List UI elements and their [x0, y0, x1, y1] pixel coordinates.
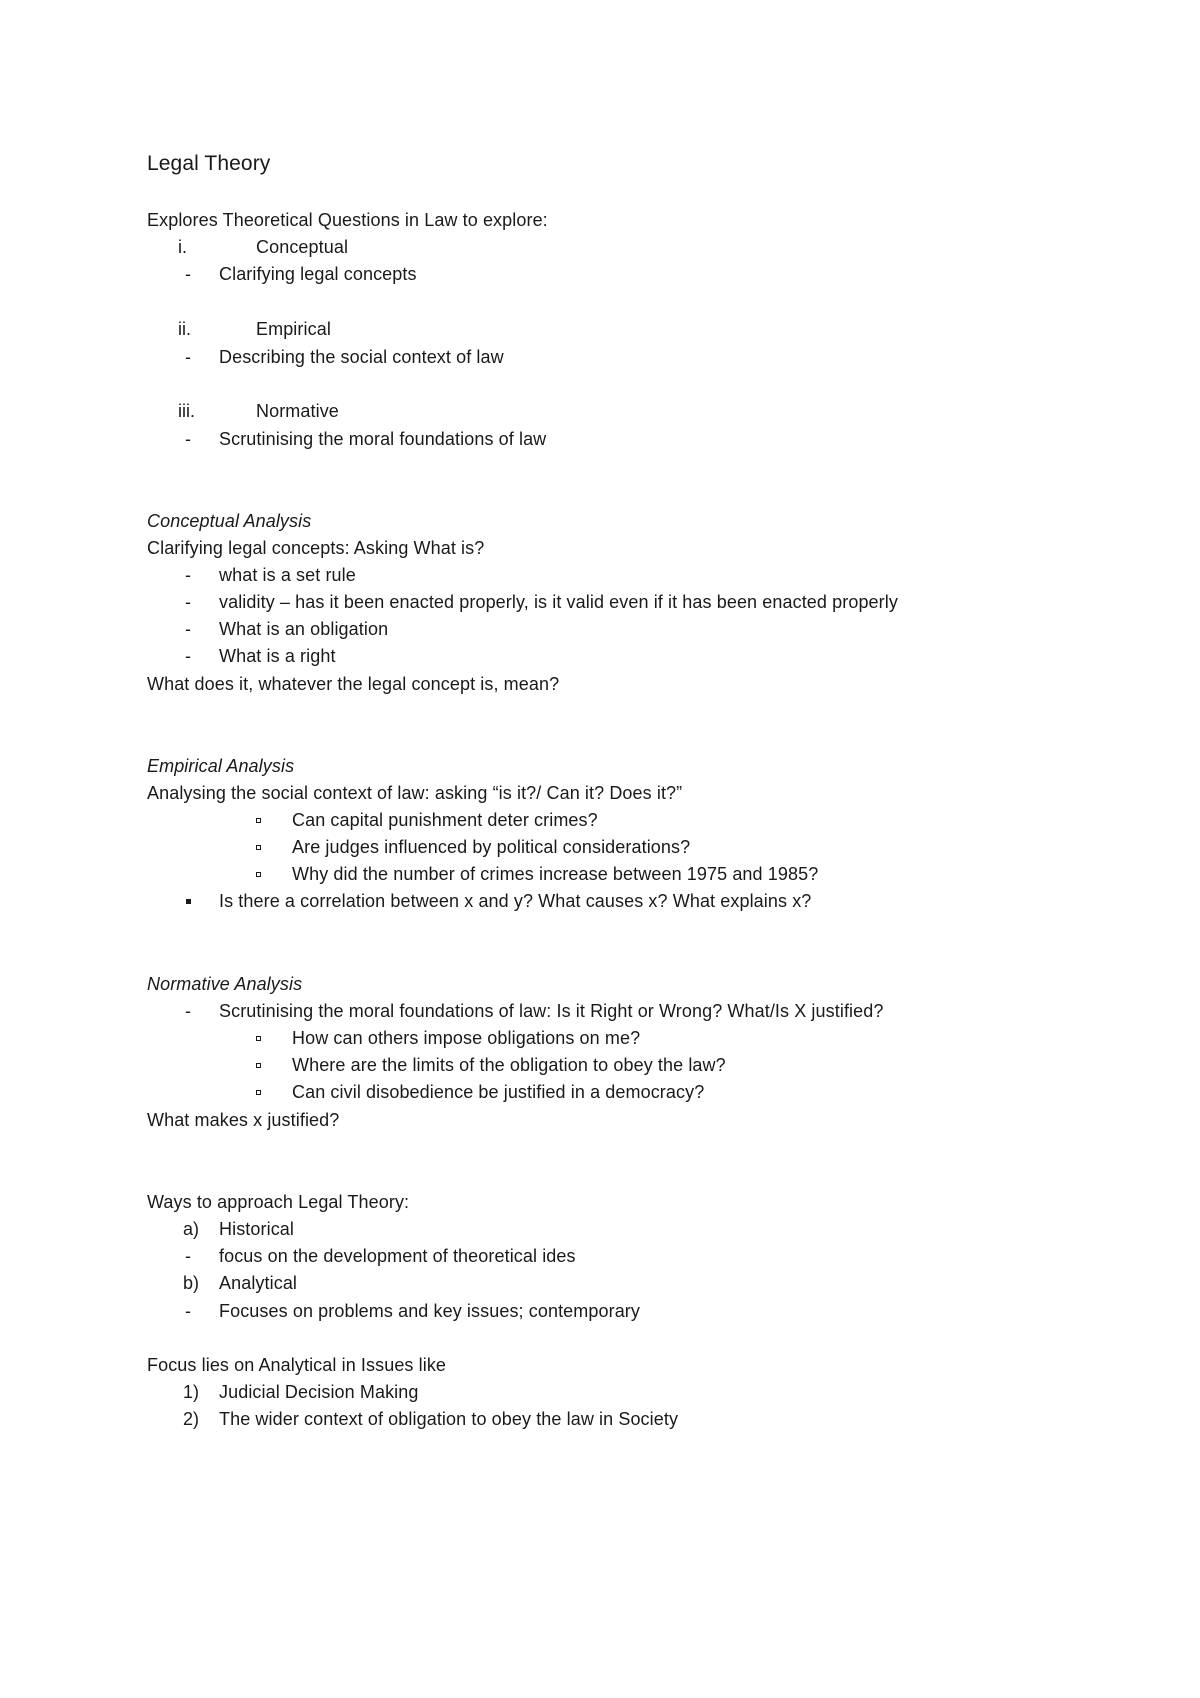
conceptual-item: validity – has it been enacted properly, is it valid even if it has been enacted properly: [219, 592, 898, 612]
approach-item-label: Analytical: [219, 1273, 298, 1293]
intro-heading: Explores Theoretical Questions in Law to explore:: [147, 210, 548, 230]
square-bullet-icon: [256, 1063, 261, 1068]
square-bullet-icon: [256, 845, 261, 850]
normative-sub-item: Where are the limits of the obligation to obey the law?: [292, 1055, 726, 1075]
intro-item-label: Normative: [256, 401, 339, 421]
empirical-sub-item: Can capital punishment deter crimes?: [292, 810, 598, 830]
empirical-heading: Empirical Analysis: [147, 756, 295, 776]
conceptual-item: what is a set rule: [219, 565, 356, 585]
conceptual-closing: What does it, whatever the legal concept is, mean?: [147, 674, 560, 694]
square-bullet-icon: [256, 1036, 261, 1041]
empirical-item: Is there a correlation between x and y? What causes x? What explains x?: [219, 891, 812, 911]
conceptual-item: What is a right: [219, 646, 336, 666]
conceptual-item: What is an obligation: [219, 619, 389, 639]
empirical-sub-item: Why did the number of crimes increase between 1975 and 1985?: [292, 864, 819, 884]
intro-item-label: Conceptual: [256, 237, 349, 257]
number-marker: 1): [183, 1382, 200, 1402]
alpha-marker: a): [183, 1219, 200, 1239]
dash-marker: -: [185, 347, 191, 367]
square-bullet-icon: [256, 818, 261, 823]
normative-closing: What makes x justified?: [147, 1110, 340, 1130]
intro-item-label: Empirical: [256, 319, 331, 339]
approach-heading: Ways to approach Legal Theory:: [147, 1192, 410, 1212]
dash-marker: -: [185, 619, 191, 639]
dash-marker: -: [185, 646, 191, 666]
focus-heading: Focus lies on Analytical in Issues like: [147, 1355, 447, 1375]
filled-bullet-icon: [186, 899, 191, 904]
normative-sub-item: How can others impose obligations on me?: [292, 1028, 641, 1048]
empirical-sub-item: Are judges influenced by political considerations?: [292, 837, 691, 857]
approach-item-desc: Focuses on problems and key issues; contemporary: [219, 1301, 640, 1321]
page-title: Legal Theory: [147, 152, 271, 175]
square-bullet-icon: [256, 1090, 261, 1095]
intro-item-desc: Scrutinising the moral foundations of law: [219, 429, 547, 449]
normative-heading: Normative Analysis: [147, 974, 303, 994]
dash-marker: -: [185, 1246, 191, 1266]
alpha-marker: b): [183, 1273, 200, 1293]
approach-item-desc: focus on the development of theoretical ides: [219, 1246, 576, 1266]
intro-item-desc: Clarifying legal concepts: [219, 264, 417, 284]
dash-marker: -: [185, 565, 191, 585]
roman-marker: i.: [178, 237, 187, 257]
intro-item-desc: Describing the social context of law: [219, 347, 504, 367]
focus-item: Judicial Decision Making: [219, 1382, 419, 1402]
dash-marker: -: [185, 429, 191, 449]
normative-item: Scrutinising the moral foundations of law: Is it Right or Wrong? What/Is X justified?: [219, 1001, 884, 1021]
focus-item: The wider context of obligation to obey the law in Society: [219, 1409, 679, 1429]
number-marker: 2): [183, 1409, 200, 1429]
approach-item-label: Historical: [219, 1219, 295, 1239]
dash-marker: -: [185, 1001, 191, 1021]
dash-marker: -: [185, 592, 191, 612]
dash-marker: -: [185, 264, 191, 284]
roman-marker: ii.: [178, 319, 191, 339]
conceptual-heading: Conceptual Analysis: [147, 511, 312, 531]
square-bullet-icon: [256, 872, 261, 877]
conceptual-lead: Clarifying legal concepts: Asking What is?: [147, 538, 485, 558]
roman-marker: iii.: [178, 401, 195, 421]
normative-sub-item: Can civil disobedience be justified in a democracy?: [292, 1082, 705, 1102]
dash-marker: -: [185, 1301, 191, 1321]
empirical-lead: Analysing the social context of law: asking “is it?/ Can it? Does it?”: [147, 783, 683, 803]
